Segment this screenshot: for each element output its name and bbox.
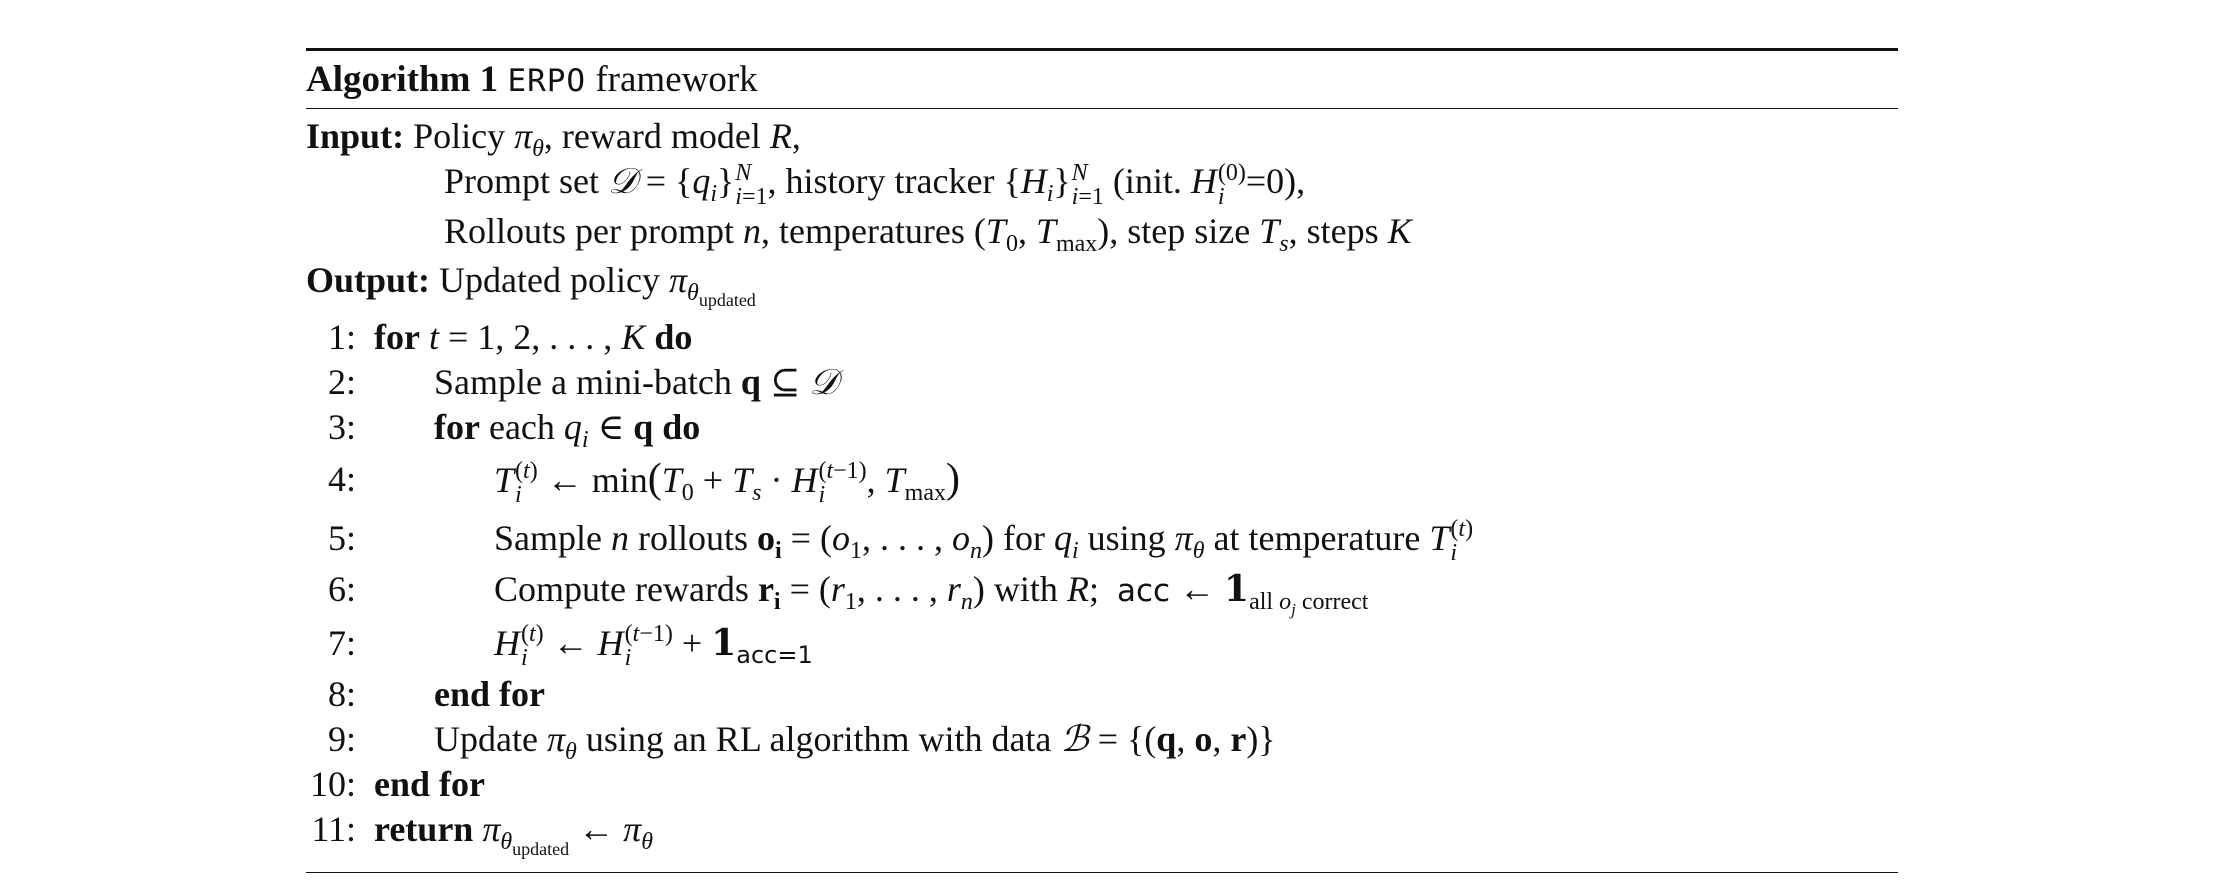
keyword-do: do: [654, 316, 693, 357]
math-Ts: $T_s$: [1259, 210, 1289, 257]
output-label: Output:: [306, 259, 431, 300]
step-text: Compute rewards: [494, 568, 749, 609]
input-text-reward: , reward model: [543, 116, 761, 156]
step-3: [306, 405, 1898, 453]
step-number: 8:: [327, 673, 356, 714]
step-text: each: [488, 406, 555, 447]
step-number: 1:: [327, 316, 356, 357]
input-text-steps: , steps: [1288, 210, 1379, 251]
caption-rest: framework: [595, 59, 758, 100]
algorithm-block: [306, 48, 1898, 873]
acc-variable: acc: [1116, 572, 1171, 609]
math-temp-range: ($T_0$, $T_{max}$): [973, 210, 1110, 257]
algorithm-caption: [306, 51, 1898, 108]
step-8: [306, 672, 1898, 717]
math-temp-update: T (t) i ← $\min(T_0 + T_s \cdot H$ (t−1) i , $T_{max}$): [494, 455, 960, 509]
caption-name: ERPO: [507, 63, 587, 99]
step-number: 11:: [311, 808, 356, 849]
math-data-set: ℬ = {(q, o, r)}: [1060, 718, 1276, 760]
step-1: [306, 315, 1898, 360]
step-number: 2:: [327, 361, 356, 402]
math-prompt-set: 𝒟 = $\{q_i\}$ N i=1: [608, 159, 768, 210]
input-text-policy: Policy: [413, 116, 506, 156]
input-label: Input:: [306, 116, 405, 156]
input-text-init-val: =0),: [1245, 161, 1306, 201]
step-10: [306, 762, 1898, 807]
keyword-do: do: [662, 406, 701, 447]
math-rewards: $r_i = (r_1$, . . . , $r_n$): [757, 568, 985, 615]
step-9: 9: Update $\pi_\theta$ using an RL algorithm with data ℬ = {(q, o, r)}: [306, 717, 1898, 762]
step-number: 10:: [309, 763, 356, 804]
indicator-sub-correct: correct: [1301, 588, 1369, 615]
indicator-sub: all: [1249, 588, 1274, 615]
math-minibatch: q ⊆ 𝒟: [740, 361, 838, 403]
input-line-3: [306, 209, 1898, 257]
step-text: using: [1087, 517, 1166, 558]
caption-rule: [306, 108, 1898, 109]
input-text-temps: , temperatures: [761, 210, 965, 251]
input-line-2: [306, 159, 1898, 209]
math-qi-in-q: $q_i$ ∈ q: [563, 406, 654, 453]
step-text: with: [993, 568, 1058, 609]
keyword-end-for: end for: [374, 763, 485, 804]
math-rollouts: $o_i = (o_1$, . . . , $o_n$): [757, 517, 994, 564]
input-text-rollouts: Rollouts per prompt: [444, 210, 734, 251]
keyword-return: return: [374, 808, 474, 849]
input-text-step-size: , step size: [1109, 210, 1251, 251]
keyword-for: for: [374, 316, 420, 357]
math-R: R: [769, 116, 792, 156]
math-loop-range: t = 1, 2, . . . , K: [428, 316, 646, 357]
step-5: 5: Sample n rollouts $o_i = (o_1$, . . . , $o_n$) for $q_i$ using $\pi_\theta$ at temperature T (t) i: [306, 509, 1898, 567]
step-text: at temperature: [1213, 517, 1421, 558]
math-history-update: H (t) i ← H (t−1) i + $1_{acc=1}$: [494, 621, 813, 672]
math-n: n: [743, 210, 761, 251]
step-number: 7:: [327, 622, 356, 663]
step-text: Sample: [494, 517, 602, 558]
step-4: [306, 450, 1898, 509]
math-Ti-t: T (t) i: [1429, 516, 1474, 567]
step-number: 9:: [327, 718, 356, 759]
step-6: 6: Compute rewards $r_i = (r_1$, . . . , $r_n$) with R; acc ← $1_{all o_j correct}$: [306, 567, 1898, 614]
caption-label: Algorithm 1: [306, 59, 499, 100]
output-line: [306, 257, 1898, 310]
step-7: [306, 614, 1898, 672]
step-text: rollouts: [637, 517, 748, 558]
input-text-init: (init.: [1112, 161, 1182, 201]
math-pi-theta: $\pi_\theta$: [514, 116, 544, 163]
step-text: for: [1002, 517, 1045, 558]
step-number: 5:: [327, 517, 356, 558]
step-11: [306, 807, 1898, 859]
step-number: 6:: [327, 568, 356, 609]
input-text-prompt-set: Prompt set: [444, 161, 600, 201]
math-K: K: [1387, 210, 1412, 251]
output-text: Updated policy: [439, 259, 660, 300]
math-pi-updated: $\pi_{\theta_{updated}}$: [668, 259, 756, 310]
math-return: $\pi_{\theta_{updated}}$ ← $\pi_\theta$: [482, 808, 653, 859]
math-history-set: $\{H_i\}$ N i=1: [1003, 159, 1104, 210]
input-text-history: , history tracker: [767, 161, 995, 201]
step-text: Update: [434, 718, 538, 759]
step-text: using an RL algorithm with data: [585, 718, 1052, 759]
math-H-init: H (0) i: [1190, 159, 1246, 210]
step-2: [306, 360, 1898, 405]
bottom-rule: [306, 872, 1898, 873]
step-text: Sample a mini-batch: [434, 361, 732, 402]
step-number: 4:: [327, 458, 356, 499]
keyword-for: for: [434, 406, 480, 447]
input-line-1: Input: Policy $\pi_\theta$, reward model R,: [306, 116, 801, 163]
keyword-end-for: end for: [434, 673, 545, 714]
step-number: 3:: [327, 406, 356, 447]
